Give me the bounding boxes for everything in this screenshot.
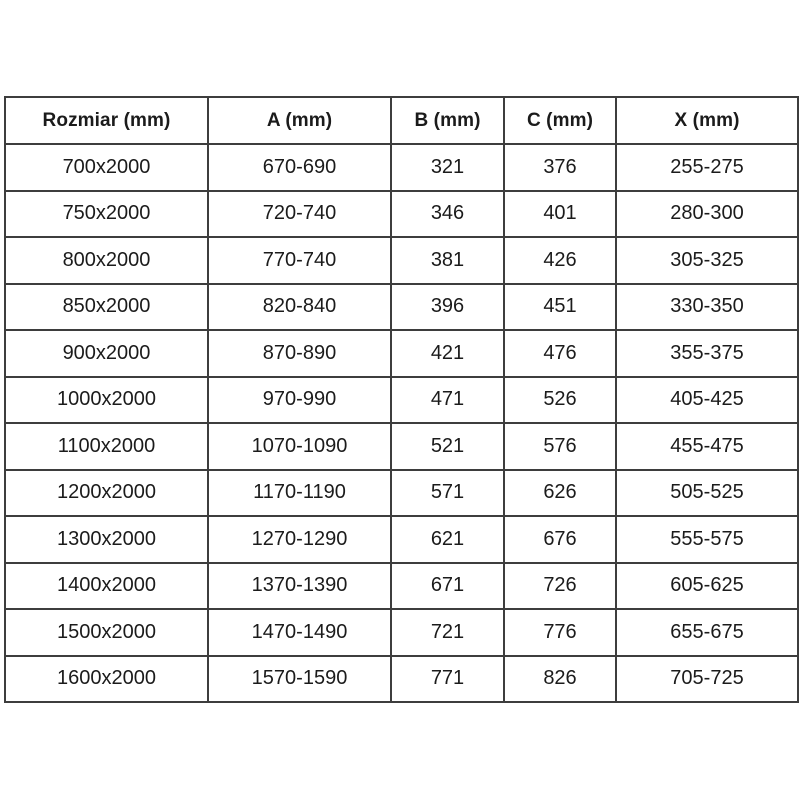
table-cell: 820-840 xyxy=(208,284,391,331)
table-cell: 1400x2000 xyxy=(5,563,208,610)
column-header: C (mm) xyxy=(504,97,616,144)
table-cell: 280-300 xyxy=(616,191,798,238)
table-cell: 321 xyxy=(391,144,504,191)
table-cell: 626 xyxy=(504,470,616,517)
table-cell: 850x2000 xyxy=(5,284,208,331)
table-cell: 451 xyxy=(504,284,616,331)
table-cell: 1170-1190 xyxy=(208,470,391,517)
table-cell: 826 xyxy=(504,656,616,703)
table-cell: 505-525 xyxy=(616,470,798,517)
table-row xyxy=(5,609,798,656)
table-cell: 376 xyxy=(504,144,616,191)
table-body xyxy=(5,144,798,702)
table-row xyxy=(5,191,798,238)
table-cell: 421 xyxy=(391,330,504,377)
table-cell: 670-690 xyxy=(208,144,391,191)
table-cell: 671 xyxy=(391,563,504,610)
table-cell: 605-625 xyxy=(616,563,798,610)
table-cell: 1370-1390 xyxy=(208,563,391,610)
table-cell: 750x2000 xyxy=(5,191,208,238)
table-cell: 970-990 xyxy=(208,377,391,424)
table-cell: 771 xyxy=(391,656,504,703)
table-cell: 476 xyxy=(504,330,616,377)
table-cell: 676 xyxy=(504,516,616,563)
table-cell: 726 xyxy=(504,563,616,610)
table-cell: 776 xyxy=(504,609,616,656)
table-cell: 705-725 xyxy=(616,656,798,703)
table-cell: 355-375 xyxy=(616,330,798,377)
table-cell: 1100x2000 xyxy=(5,423,208,470)
table-cell: 1200x2000 xyxy=(5,470,208,517)
table-row xyxy=(5,656,798,703)
table-cell: 330-350 xyxy=(616,284,798,331)
table-cell: 396 xyxy=(391,284,504,331)
table-cell: 621 xyxy=(391,516,504,563)
table-cell: 455-475 xyxy=(616,423,798,470)
table-cell: 1270-1290 xyxy=(208,516,391,563)
table-cell: 1500x2000 xyxy=(5,609,208,656)
table-cell: 655-675 xyxy=(616,609,798,656)
table-row xyxy=(5,377,798,424)
table-cell: 346 xyxy=(391,191,504,238)
table-cell: 381 xyxy=(391,237,504,284)
table-cell: 770-740 xyxy=(208,237,391,284)
table-cell: 1000x2000 xyxy=(5,377,208,424)
table-cell: 305-325 xyxy=(616,237,798,284)
column-header: B (mm) xyxy=(391,97,504,144)
table-cell: 1300x2000 xyxy=(5,516,208,563)
table-row xyxy=(5,516,798,563)
table-cell: 900x2000 xyxy=(5,330,208,377)
column-header: Rozmiar (mm) xyxy=(5,97,208,144)
table-cell: 870-890 xyxy=(208,330,391,377)
column-header: X (mm) xyxy=(616,97,798,144)
table-cell: 571 xyxy=(391,470,504,517)
table-cell: 555-575 xyxy=(616,516,798,563)
table-cell: 255-275 xyxy=(616,144,798,191)
table-cell: 1600x2000 xyxy=(5,656,208,703)
table-cell: 401 xyxy=(504,191,616,238)
table-cell: 1470-1490 xyxy=(208,609,391,656)
table-cell: 1570-1590 xyxy=(208,656,391,703)
table-cell: 700x2000 xyxy=(5,144,208,191)
column-header: A (mm) xyxy=(208,97,391,144)
table-row xyxy=(5,237,798,284)
table-cell: 426 xyxy=(504,237,616,284)
table-cell: 471 xyxy=(391,377,504,424)
table-cell: 526 xyxy=(504,377,616,424)
table-row xyxy=(5,330,798,377)
table-cell: 720-740 xyxy=(208,191,391,238)
table-row xyxy=(5,563,798,610)
table-row xyxy=(5,284,798,331)
table-cell: 721 xyxy=(391,609,504,656)
header-row xyxy=(5,97,798,144)
table-cell: 800x2000 xyxy=(5,237,208,284)
table-cell: 576 xyxy=(504,423,616,470)
table-row xyxy=(5,144,798,191)
table-cell: 1070-1090 xyxy=(208,423,391,470)
table-row xyxy=(5,423,798,470)
table-cell: 521 xyxy=(391,423,504,470)
size-table xyxy=(4,96,799,703)
table-row xyxy=(5,470,798,517)
table-cell: 405-425 xyxy=(616,377,798,424)
